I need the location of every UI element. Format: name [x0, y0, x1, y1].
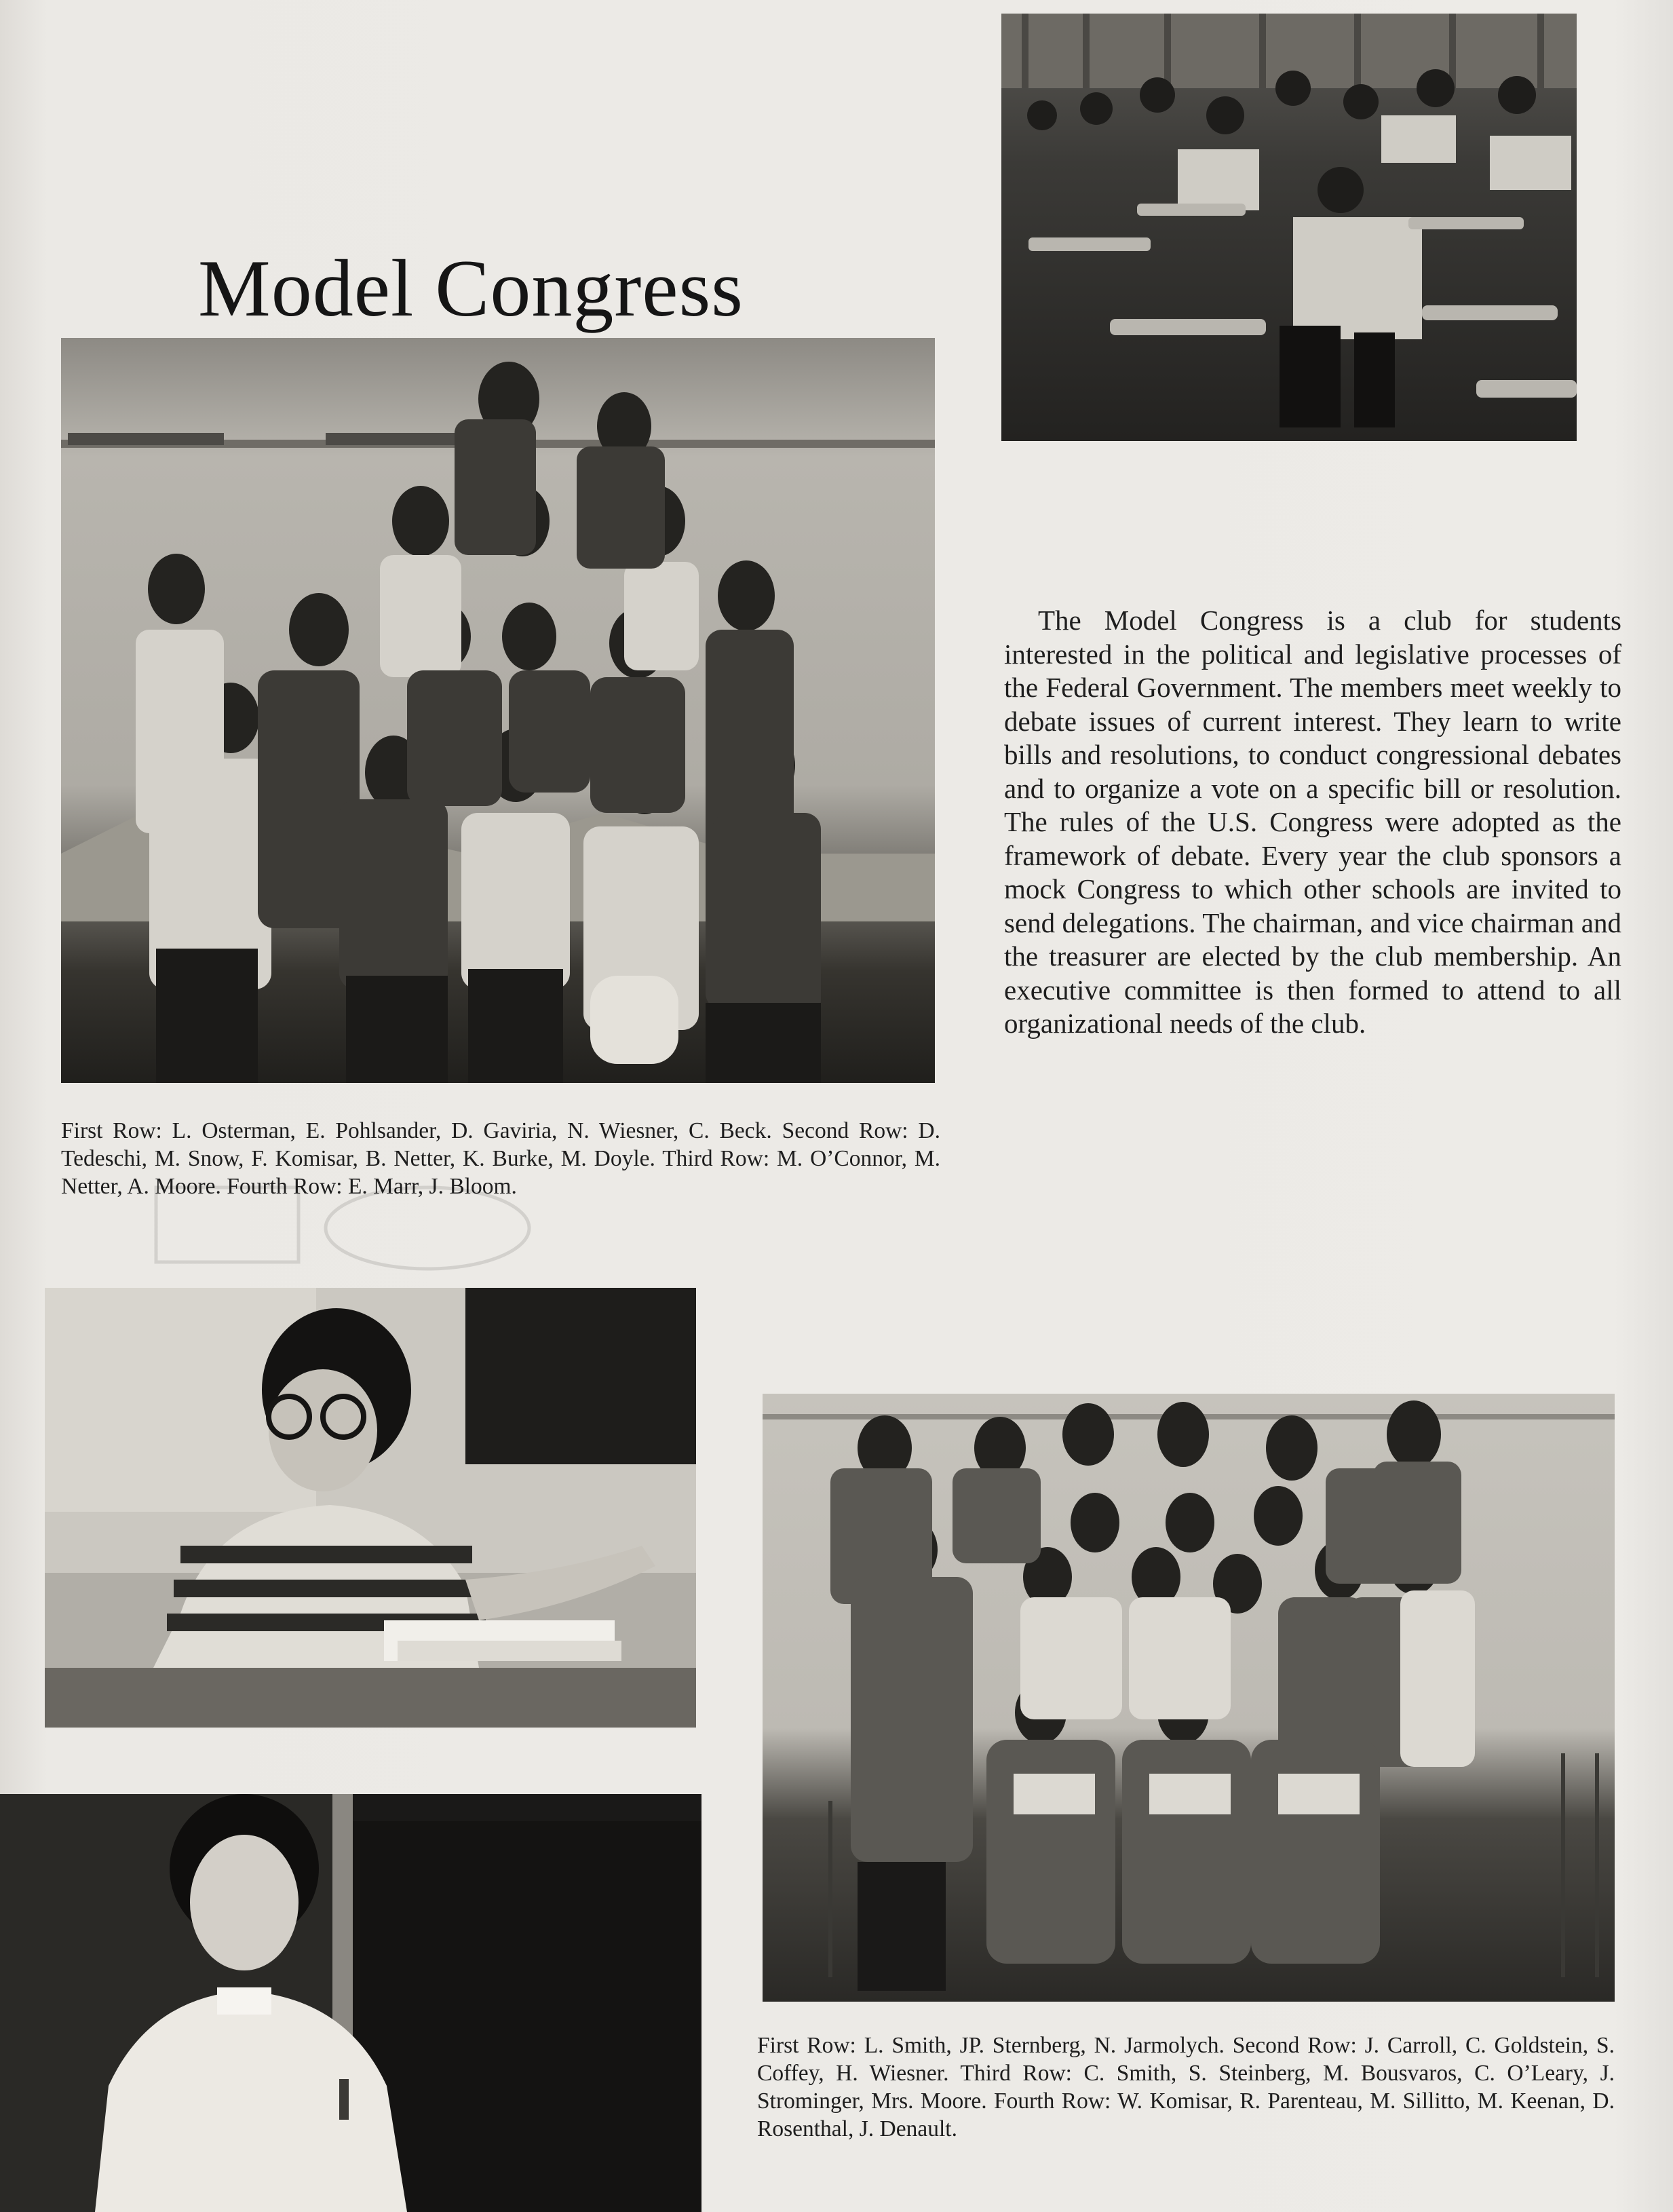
student-standing-photo: [0, 1794, 701, 2212]
group-portrait-photo: [61, 338, 935, 1083]
club-description: [1004, 604, 1621, 1041]
page-title: Model Congress: [198, 243, 744, 334]
second-group-portrait-photo: [763, 1394, 1615, 2002]
classroom-photo: [1001, 14, 1577, 441]
group-portrait-caption: First Row: L. Osterman, E. Pohlsander, D. Gaviria, N. Wiesner, C. Beck. Second Row: D. Tedeschi, M. Snow, F. Komisar, B. Netter, K. Burke, M. Doyle. Third Row: M. O’Connor, M. Netter, A. Moore. Fourth Row: E. Marr, J. Bloom.: [61, 1118, 940, 1199]
student-desk-photo: [45, 1288, 696, 1728]
vote-stamp-bleedthrough: [142, 1181, 563, 1276]
club-description-text: The Model Congress is a club for students interested in the political and legislative processes of the Federal Government. The members meet weekly to debate issues of current interest. They learn to write bills and resolutions, to conduct congressional debates and to organize a vote on a specific bill or resolution. The rules of the U.S. Congress were adopted as the framework of debate. Every year the club sponsors a mock Congress to which other schools are invited to send delegations. The chairman, and vice chairman and the treasurer are elected by the club membership. An executive committee is then formed to attend to all organizational needs of the club.: [1004, 605, 1621, 1039]
second-group-portrait-caption: First Row: L. Smith, JP. Sternberg, N. Jarmolych. Second Row: J. Carroll, C. Goldstein, S. Coffey, H. Wiesner. Third Row: C. Smith, S. Steinberg, M. Bousvaros, C. O’Leary, J. Strominger, Mrs. Moore. Fourth Row: W. Komisar, R. Parenteau, M. Sillitto, M. Keenan, D. Rosenthal, J. Denault.: [757, 2033, 1615, 2141]
